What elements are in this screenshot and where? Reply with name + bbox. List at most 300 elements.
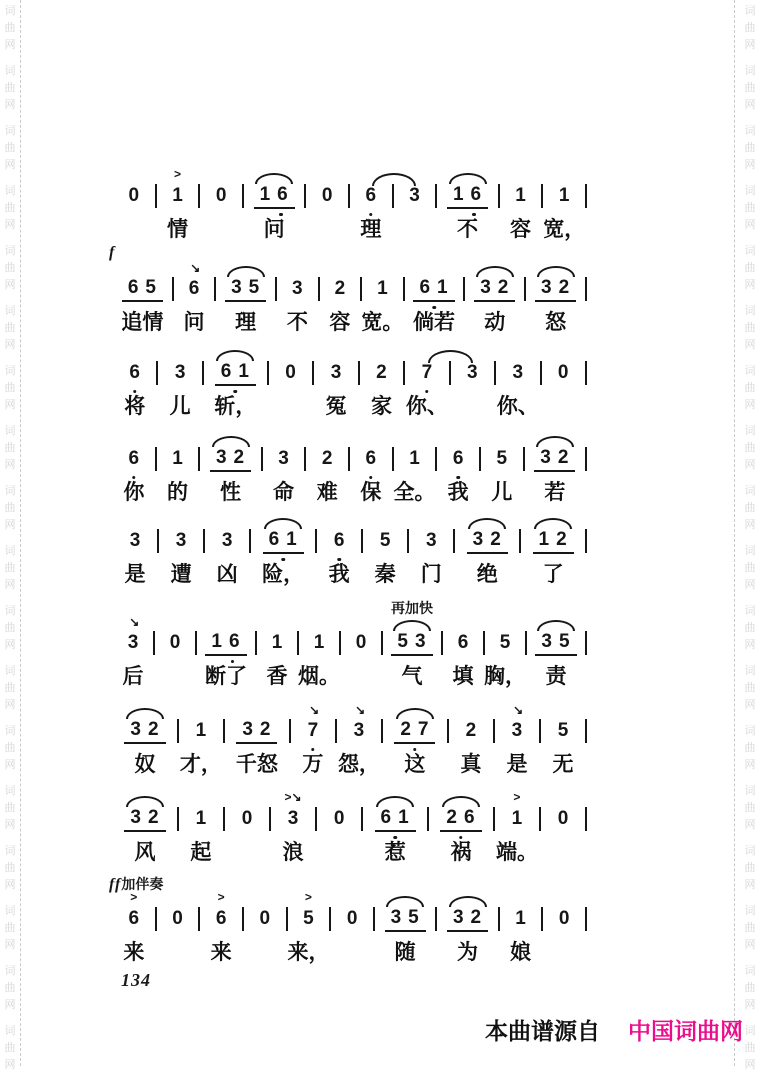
note-group bbox=[535, 631, 576, 655]
watermark-group bbox=[745, 3, 756, 54]
watermark-column-right bbox=[743, 3, 757, 1083]
measure-cell bbox=[113, 615, 153, 689]
page-number: 134 bbox=[121, 970, 151, 990]
lyric-text: 起 bbox=[190, 841, 212, 864]
score-system bbox=[109, 244, 587, 335]
watermark-char: 曲 bbox=[744, 562, 756, 574]
watermark-char: 网 bbox=[4, 159, 16, 171]
note-group bbox=[170, 631, 181, 655]
lyric-text: 胸， bbox=[484, 665, 526, 688]
note-group bbox=[127, 615, 140, 655]
watermark-char: 曲 bbox=[4, 22, 16, 34]
watermark-char: 曲 bbox=[4, 562, 16, 574]
note-group bbox=[422, 361, 433, 385]
watermark-group bbox=[5, 423, 16, 474]
page-border-dashed-right bbox=[734, 0, 735, 1066]
note-digits: 0 bbox=[333, 808, 345, 829]
watermark-char: 词 bbox=[4, 5, 16, 17]
dynamic-mark: ff bbox=[109, 876, 122, 893]
measure-cell bbox=[288, 891, 330, 965]
note-group bbox=[129, 447, 140, 471]
watermark-char: 词 bbox=[744, 545, 756, 557]
watermark-char: 曲 bbox=[744, 742, 756, 754]
watermark-char: 网 bbox=[744, 639, 756, 651]
watermark-char: 曲 bbox=[4, 802, 16, 814]
note-group bbox=[453, 447, 464, 471]
lyric-text: 千怒 bbox=[235, 753, 278, 776]
note-group bbox=[534, 447, 575, 471]
tie-arc-icon bbox=[449, 173, 487, 184]
note-group bbox=[558, 807, 569, 831]
lyric-text: 门 bbox=[420, 563, 442, 586]
note-digits: 1 bbox=[313, 632, 325, 653]
measure-cell bbox=[157, 168, 199, 242]
lyric-text: 来 bbox=[123, 941, 145, 964]
watermark-char: 网 bbox=[4, 819, 16, 831]
measure-cell bbox=[495, 703, 539, 777]
note-digits: 26 bbox=[440, 807, 481, 832]
lyric-text: 容 bbox=[329, 311, 351, 334]
tempo-label: 再加快 bbox=[391, 600, 433, 616]
tie-arc-icon bbox=[393, 620, 431, 631]
barline bbox=[585, 631, 587, 655]
score-system bbox=[113, 168, 587, 242]
watermark-char: 网 bbox=[744, 819, 756, 831]
watermark-group bbox=[745, 543, 756, 594]
measure-cell bbox=[363, 513, 407, 587]
watermark-char: 曲 bbox=[4, 742, 16, 754]
octave-dot-icon bbox=[337, 558, 341, 562]
measure-cell bbox=[542, 345, 585, 419]
note-digits: 0 bbox=[557, 362, 569, 383]
watermark-char: 曲 bbox=[744, 142, 756, 154]
measure-cell bbox=[375, 891, 435, 965]
watermark-char: 曲 bbox=[4, 442, 16, 454]
lyric-text: 无 bbox=[552, 753, 574, 776]
measure-cell bbox=[109, 244, 172, 335]
tie-arc-icon bbox=[216, 350, 254, 361]
watermark-group bbox=[745, 423, 756, 474]
watermark-char: 词 bbox=[4, 485, 16, 497]
measure-cell bbox=[500, 891, 542, 965]
note-digits: 1 bbox=[271, 632, 283, 653]
lyric-text: 宽。 bbox=[361, 311, 404, 334]
watermark-column-left bbox=[3, 3, 17, 1083]
measure-cell bbox=[271, 791, 315, 865]
footer-credit bbox=[485, 1013, 743, 1046]
watermark-char: 词 bbox=[744, 1025, 756, 1037]
lyric-text: 你 bbox=[123, 481, 145, 504]
measure-cell bbox=[405, 345, 448, 419]
lyric-text: 我 bbox=[328, 563, 350, 586]
watermark-char: 词 bbox=[4, 965, 16, 977]
note-digits: 0 bbox=[355, 632, 367, 653]
barline bbox=[585, 719, 587, 743]
note-group bbox=[558, 361, 569, 385]
watermark-group bbox=[5, 363, 16, 414]
lyric-text: 风 bbox=[134, 841, 156, 864]
watermark-char: 词 bbox=[4, 605, 16, 617]
slide-accent-icon: ↘ bbox=[309, 703, 320, 717]
measure-cell bbox=[543, 168, 585, 242]
note-digits: 6 bbox=[452, 448, 464, 469]
note-group bbox=[331, 361, 342, 385]
lyric-text: 斩， bbox=[214, 395, 257, 418]
measure-cell bbox=[113, 345, 156, 419]
lyric-text: 动 bbox=[484, 311, 506, 334]
measure-cell bbox=[159, 513, 203, 587]
watermark-char: 网 bbox=[744, 39, 756, 51]
watermark-char: 曲 bbox=[744, 22, 756, 34]
note-digits: 0 bbox=[241, 808, 253, 829]
octave-dot-icon bbox=[432, 306, 436, 310]
measure-cell bbox=[291, 703, 335, 777]
watermark-char: 网 bbox=[4, 279, 16, 291]
score-system bbox=[113, 345, 587, 419]
note-digits: 3 bbox=[292, 278, 303, 299]
measure-cell bbox=[465, 261, 524, 335]
barline bbox=[585, 907, 587, 931]
watermark-char: 网 bbox=[744, 99, 756, 111]
watermark-char: 词 bbox=[4, 125, 16, 137]
measure-cell bbox=[155, 615, 195, 689]
note-digits: 2 bbox=[376, 362, 387, 383]
measure-cell bbox=[109, 876, 164, 965]
note-group bbox=[222, 529, 233, 553]
watermark-char: 词 bbox=[744, 905, 756, 917]
watermark-char: 网 bbox=[4, 39, 16, 51]
lyric-text: 绝 bbox=[476, 563, 498, 586]
tie-arc-icon bbox=[537, 266, 575, 277]
watermark-char: 网 bbox=[744, 279, 756, 291]
watermark-char: 网 bbox=[744, 219, 756, 231]
note-digits: 3 bbox=[467, 362, 478, 383]
watermark-char: 曲 bbox=[4, 202, 16, 214]
watermark-char: 曲 bbox=[744, 442, 756, 454]
lyric-text: 情 bbox=[166, 218, 188, 241]
barline bbox=[585, 184, 587, 208]
score-system bbox=[113, 513, 587, 587]
octave-dot-icon bbox=[459, 836, 463, 840]
note-group bbox=[474, 277, 515, 301]
measure-cell bbox=[362, 261, 403, 335]
slide-accent-icon: ↘ bbox=[513, 703, 524, 717]
note-group bbox=[447, 907, 488, 931]
note-group bbox=[467, 529, 508, 553]
lyric-text: 冤 bbox=[325, 395, 347, 418]
measure-cell bbox=[394, 431, 436, 505]
watermark-char: 网 bbox=[4, 1059, 16, 1071]
measure-cell bbox=[257, 615, 297, 689]
measure-cell bbox=[314, 345, 357, 419]
footer-brand-link[interactable]: 中国词曲网 bbox=[628, 1018, 743, 1044]
note-group bbox=[210, 447, 251, 471]
note-digits: 0 bbox=[558, 908, 570, 929]
watermark-char: 曲 bbox=[744, 982, 756, 994]
watermark-group bbox=[5, 543, 16, 594]
watermark-group bbox=[745, 723, 756, 774]
watermark-char: 网 bbox=[4, 219, 16, 231]
note-digits: 1 bbox=[409, 448, 420, 469]
octave-dot-icon bbox=[425, 390, 429, 394]
note-group bbox=[335, 277, 346, 301]
note-digits: 32 bbox=[236, 719, 277, 744]
measure-cell bbox=[263, 431, 305, 505]
note-digits: 2 bbox=[321, 448, 333, 469]
note-group bbox=[285, 361, 296, 385]
note-group bbox=[385, 907, 426, 931]
lyric-text: 问 bbox=[183, 311, 205, 334]
measure-cell bbox=[216, 261, 275, 335]
lyric-text: 端。 bbox=[495, 841, 538, 864]
watermark-char: 曲 bbox=[4, 82, 16, 94]
octave-dot-icon bbox=[231, 660, 235, 664]
note-digits: 6 bbox=[129, 362, 140, 383]
note-digits: 0 bbox=[172, 908, 183, 929]
watermark-char: 曲 bbox=[744, 682, 756, 694]
lyric-text: 责 bbox=[545, 665, 567, 688]
watermark-char: 网 bbox=[4, 399, 16, 411]
note-digits: 1 bbox=[511, 808, 523, 829]
measure-cell bbox=[204, 345, 267, 419]
note-digits: 61 bbox=[263, 529, 304, 554]
note-digits: 27 bbox=[394, 719, 435, 744]
note-group bbox=[391, 631, 432, 655]
note-group bbox=[215, 890, 227, 931]
barline bbox=[585, 361, 587, 385]
lyric-text: 的 bbox=[166, 481, 188, 504]
note-group bbox=[128, 890, 140, 931]
watermark-char: 词 bbox=[4, 785, 16, 797]
measure-cell bbox=[244, 168, 304, 242]
note-group bbox=[284, 790, 302, 831]
slide-accent-icon: ↘ bbox=[190, 261, 201, 275]
note-digits: 0 bbox=[128, 185, 140, 206]
note-digits: 0 bbox=[346, 908, 358, 929]
accent-mark-icon: > bbox=[173, 167, 181, 181]
measure-cell bbox=[113, 431, 155, 505]
watermark-group bbox=[745, 243, 756, 294]
watermark-group bbox=[5, 723, 16, 774]
lyric-text: 若 bbox=[544, 481, 566, 504]
tie-arc-icon bbox=[376, 796, 414, 807]
lyric-text: 来 bbox=[210, 941, 232, 964]
note-digits: 32 bbox=[474, 277, 515, 302]
watermark-char: 曲 bbox=[744, 622, 756, 634]
lyric-text: 家 bbox=[370, 395, 392, 418]
watermark-char: 曲 bbox=[4, 322, 16, 334]
note-digits: 1 bbox=[195, 808, 207, 829]
note-group bbox=[413, 277, 454, 301]
note-digits: 53 bbox=[391, 631, 432, 656]
measure-cell bbox=[320, 261, 361, 335]
lyric-text: 问 bbox=[263, 218, 285, 241]
watermark-char: 曲 bbox=[4, 382, 16, 394]
watermark-char: 词 bbox=[4, 845, 16, 857]
watermark-char: 词 bbox=[744, 785, 756, 797]
score-system bbox=[113, 431, 587, 505]
note-group bbox=[303, 890, 314, 931]
watermark-char: 网 bbox=[4, 579, 16, 591]
note-group bbox=[307, 703, 320, 743]
watermark-char: 网 bbox=[4, 759, 16, 771]
lyric-text: 是 bbox=[124, 563, 146, 586]
watermark-char: 词 bbox=[4, 725, 16, 737]
barline bbox=[585, 447, 587, 471]
lyric-text: 容 bbox=[510, 218, 532, 241]
measure-cell bbox=[306, 168, 348, 242]
note-group bbox=[558, 719, 569, 743]
watermark-char: 曲 bbox=[744, 82, 756, 94]
note-group bbox=[130, 529, 141, 553]
note-digits: 0 bbox=[285, 362, 296, 383]
octave-dot-icon bbox=[281, 558, 285, 562]
measure-cell bbox=[269, 345, 312, 419]
measure-cell bbox=[174, 261, 215, 335]
score-system bbox=[109, 876, 587, 965]
lyric-text: 凶 bbox=[216, 563, 238, 586]
tie-arc-icon bbox=[476, 266, 514, 277]
lyric-text: 儿 bbox=[491, 481, 513, 504]
watermark-char: 曲 bbox=[744, 502, 756, 514]
note-digits: 6 bbox=[188, 278, 200, 299]
measure-cell bbox=[541, 703, 585, 777]
lyric-text: 不 bbox=[457, 218, 479, 241]
watermark-char: 曲 bbox=[4, 142, 16, 154]
lyric-text: 祸 bbox=[450, 841, 472, 864]
watermark-char: 词 bbox=[744, 125, 756, 137]
watermark-char: 词 bbox=[4, 245, 16, 257]
note-digits: 6 bbox=[365, 185, 377, 206]
note-digits: 65 bbox=[122, 277, 163, 302]
measure-cell bbox=[179, 791, 223, 865]
watermark-char: 曲 bbox=[744, 922, 756, 934]
note-group bbox=[515, 907, 526, 931]
tie-arc-icon bbox=[386, 896, 424, 907]
lyric-text: 惹 bbox=[384, 841, 406, 864]
watermark-char: 词 bbox=[4, 1025, 16, 1037]
note-group bbox=[216, 184, 227, 208]
lyric-text: 命 bbox=[273, 481, 295, 504]
lyric-text: 后 bbox=[122, 665, 144, 688]
note-digits: 16 bbox=[205, 631, 246, 656]
note-group bbox=[236, 719, 277, 743]
note-group bbox=[559, 184, 570, 208]
lyric-text: 为 bbox=[457, 941, 479, 964]
tie-arc-icon bbox=[255, 173, 293, 184]
note-digits: 32 bbox=[467, 529, 508, 554]
lyric-text: 气 bbox=[401, 665, 423, 688]
note-digits: 3 bbox=[127, 632, 139, 653]
note-group bbox=[124, 807, 165, 831]
measure-cell bbox=[113, 791, 177, 865]
note-digits: 7 bbox=[421, 362, 433, 383]
tie-arc-icon bbox=[264, 518, 302, 529]
watermark-char: 词 bbox=[4, 365, 16, 377]
watermark-char: 网 bbox=[4, 699, 16, 711]
measure-cell bbox=[437, 431, 479, 505]
watermark-char: 词 bbox=[744, 665, 756, 677]
watermark-char: 曲 bbox=[4, 262, 16, 274]
lyric-text: 填 bbox=[452, 665, 474, 688]
watermark-char: 网 bbox=[744, 1059, 756, 1071]
note-digits: 12 bbox=[533, 529, 574, 554]
tie-arc-icon bbox=[126, 708, 164, 719]
note-digits: 35 bbox=[385, 907, 426, 932]
measure-cell bbox=[200, 891, 242, 965]
watermark-group bbox=[5, 303, 16, 354]
lyric-text: 浪 bbox=[282, 841, 304, 864]
note-group bbox=[172, 447, 183, 471]
note-group bbox=[254, 184, 295, 208]
note-group bbox=[458, 631, 469, 655]
lyric-text: 不 bbox=[286, 311, 308, 334]
score-system bbox=[113, 600, 587, 689]
note-group bbox=[353, 703, 366, 743]
note-digits: 0 bbox=[557, 808, 569, 829]
slide-accent-icon: ↘ bbox=[355, 703, 366, 717]
measure-cell bbox=[405, 261, 464, 335]
watermark-char: 曲 bbox=[4, 922, 16, 934]
octave-dot-icon bbox=[472, 213, 476, 217]
watermark-char: 词 bbox=[4, 545, 16, 557]
note-group bbox=[511, 790, 523, 831]
measure-cell bbox=[341, 615, 381, 689]
watermark-char: 词 bbox=[744, 245, 756, 257]
octave-dot-icon bbox=[369, 213, 373, 217]
watermark-char: 曲 bbox=[4, 622, 16, 634]
note-digits: 1 bbox=[195, 720, 207, 741]
watermark-char: 词 bbox=[744, 365, 756, 377]
watermark-char: 词 bbox=[744, 485, 756, 497]
measure-cell bbox=[277, 261, 318, 335]
note-digits: 3 bbox=[353, 720, 365, 741]
watermark-group bbox=[5, 483, 16, 534]
note-digits: 35 bbox=[225, 277, 266, 302]
note-group bbox=[172, 907, 183, 931]
note-group bbox=[129, 361, 140, 385]
accent-mark-icon: > bbox=[217, 890, 225, 904]
watermark-group bbox=[5, 3, 16, 54]
note-digits: 32 bbox=[210, 447, 251, 472]
watermark-char: 曲 bbox=[744, 1042, 756, 1054]
note-group bbox=[409, 447, 420, 471]
tie-arc-icon bbox=[396, 708, 434, 719]
accent-mark-icon: > bbox=[513, 790, 521, 804]
watermark-char: 曲 bbox=[4, 1042, 16, 1054]
note-group bbox=[314, 631, 325, 655]
barline bbox=[585, 529, 587, 553]
measure-cell bbox=[437, 891, 497, 965]
lyric-text: 追情 bbox=[121, 311, 164, 334]
note-digits: 5 bbox=[499, 632, 511, 653]
measure-cell bbox=[200, 168, 242, 242]
measure-cell bbox=[443, 615, 483, 689]
watermark-group bbox=[5, 663, 16, 714]
watermark-group bbox=[745, 303, 756, 354]
lyric-text: 随 bbox=[394, 941, 416, 964]
watermark-char: 曲 bbox=[744, 202, 756, 214]
lyric-text: 难 bbox=[316, 481, 338, 504]
measure-cell bbox=[158, 345, 201, 419]
score-system bbox=[113, 703, 587, 777]
note-group bbox=[129, 184, 140, 208]
lyric-text: 你、 bbox=[405, 395, 448, 418]
watermark-char: 词 bbox=[744, 5, 756, 17]
measure-cell bbox=[383, 703, 447, 777]
note-digits: 2 bbox=[334, 278, 346, 299]
lyric-text: 这 bbox=[404, 753, 426, 776]
